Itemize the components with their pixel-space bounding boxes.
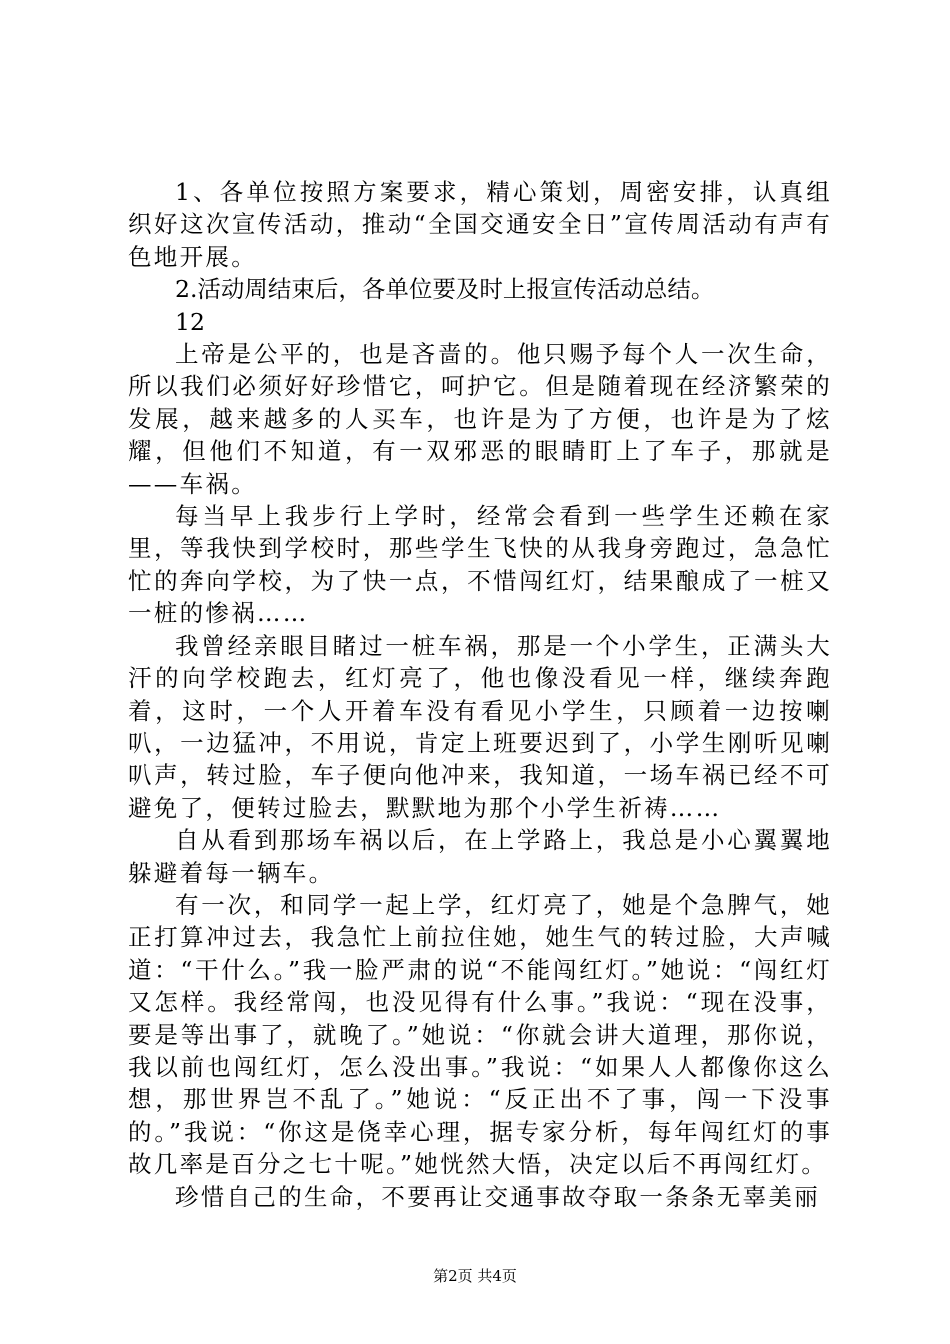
paragraph-3: 12 (175, 307, 205, 336)
document-body (128, 176, 832, 1213)
paragraph-1: 1、各单位按照方案要求，精心策划，周密安排，认真组织好这次宣传活动，推动“全国交通安全日”宣传周活动有声有色地开展。 (128, 178, 832, 271)
paragraph-5: 每当早上我步行上学时，经常会看到一些学生还赖在家里，等我快到学校时，那些学生飞快的从我身旁跑过，急急忙忙的奔向学校，为了快一点，不惜闯红灯，结果酿成了一桩又一桩的惨祸…… (128, 502, 832, 628)
paragraph-6: 我曾经亲眼目睹过一桩车祸，那是一个小学生，正满头大汗的向学校跑去，红灯亮了，他也像没看见一样，继续奔跑着，这时，一个人开着车没有看见小学生，只顾着一边按喇叭，一边猛冲，不用说，肯定上班要迟到了，小学生刚听见喇叭声，转过脸，车子便向他冲来，我知道，一场车祸已经不可避免了，便转过脸去，默默地为那个小学生祈祷…… (128, 631, 832, 822)
paragraph-8: 有一次，和同学一起上学，红灯亮了，她是个急脾气，她正打算冲过去，我急忙上前拉住她，她生气的转过脸，大声喊道：“干什么。”我一脸严肃的说“不能闯红灯。”她说：“闯红灯又怎样。我经常闯，也没见得有什么事。”我说：“现在没事，要是等出事了，就晚了。”她说：“你就会讲大道理，那你说，我以前也闯红灯，怎么没出事。”我说：“如果人人都像你这么想，那世界岂不乱了。”她说：“反正出不了事，闯一下没事的。”我说：“你这是侥幸心理，据专家分析，每年闯红灯的事故几率是百分之七十呢。”她恍然大悟，决定以后不再闯红灯。 (128, 890, 832, 1179)
paragraph-4: 上帝是公平的，也是吝啬的。他只赐予每个人一次生命，所以我们必须好好珍惜它，呵护它。但是随着现在经济繁荣的发展，越来越多的人买车，也许是为了方便，也许是为了炫耀，但他们不知道，有一双邪恶的眼睛盯上了车子，那就是——车祸。 (128, 340, 832, 498)
paragraph-7: 自从看到那场车祸以后，在上学路上，我总是小心翼翼地躲避着每一辆车。 (128, 826, 832, 887)
page-number-footer: 第2页 共4页 (433, 1267, 517, 1285)
paragraph-2: 2.活动周结束后，各单位要及时上报宣传活动总结。 (175, 275, 715, 304)
paragraph-9: 珍惜自己的生命，不要再让交通事故夺取一条条无辜美丽 (175, 1182, 820, 1211)
